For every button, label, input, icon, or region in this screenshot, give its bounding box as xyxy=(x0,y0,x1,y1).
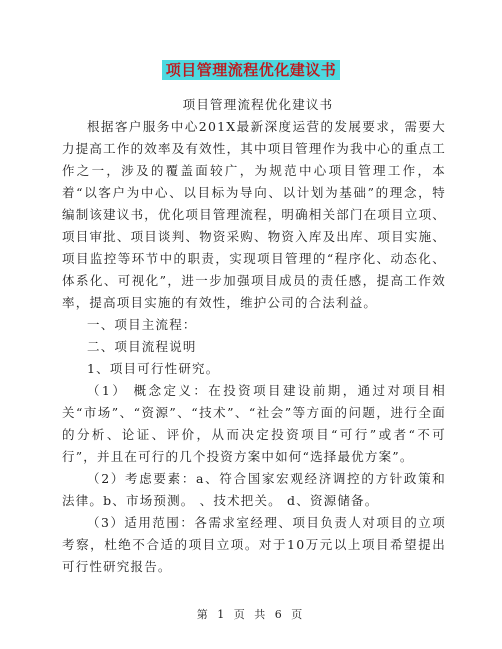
paragraph-scope: （3）适用范围：各需求室经理、项目负责人对项目的立项考察，杜绝不合适的项目立项。对于10万元以上项目希望提出可行性研究报告。 xyxy=(62,515,446,574)
paragraph-factors: （2）考虑要素：a、符合国家宏观经济调控的方针政策和法律。b、市场预测。 、技术把关。 d、资源储备。 xyxy=(62,471,446,508)
heading-main-flow: 一、项目主流程： xyxy=(87,317,197,332)
document-title: 项目管理流程优化建议书 xyxy=(162,60,341,80)
page-footer: 第 1 页 共 6 页 xyxy=(196,608,306,621)
heading-feasibility-study: 1、项目可行性研究。 xyxy=(87,361,220,376)
paragraph-intro: 根据客户服务中心201X最新深度运营的发展要求，需要大力提高工作的效率及有效性，其中项目管理作为我中心的重点工作之一，涉及的覆盖面较广，为规范中心项目管理工作，本着“以客户为中心、以目标为导向、以计划为基础”的理念，特编制该建议书，优化项目管理流程，明确相关部门在项目立项、项目审批、项目谈判、物资采购、物资入库及出库、项目实施、项目监控等环节中的职责，实现项目管理的“程序化、动态化、体系化、可视化”，进一步加强项目成员的责任感，提高工作效率，提高项目实施的有效性，维护公司的合法利益。 xyxy=(62,119,446,310)
paragraph-definition: （1） 概念定义：在投资项目建设前期，通过对项目相关“市场”、“资源”、“技术”、“社会”等方面的问题，进行全面的分析、论证、评价，从而决定投资项目“可行”或者“不可行”，并且在可行的几个投资方案中如何“选择最优方案”。 xyxy=(62,383,446,464)
document-body xyxy=(62,94,446,578)
heading-flow-description: 二、项目流程说明 xyxy=(87,339,197,354)
title-wrap xyxy=(0,60,502,80)
document-subtitle: 项目管理流程优化建议书 xyxy=(182,97,334,112)
